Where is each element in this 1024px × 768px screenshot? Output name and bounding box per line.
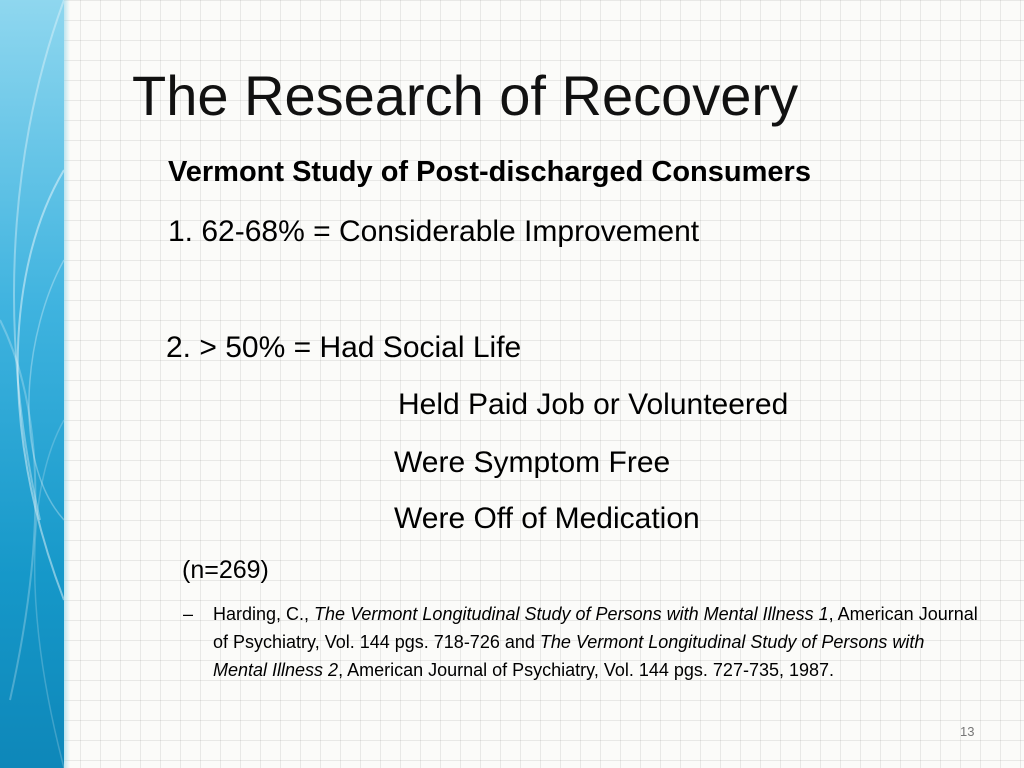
swirl-decoration — [0, 0, 64, 768]
citation-middle: , American Journal of Psychiatry, Vol. 144 pgs. 718-726 and — [213, 604, 978, 652]
slide-number: 13 — [960, 724, 975, 739]
study-subtitle: Vermont Study of Post-discharged Consumers — [168, 156, 811, 188]
citation-author: Harding, C., — [213, 604, 315, 624]
citation-title-2: The Vermont Longitudinal Study of Persons with Mental Illness 2 — [213, 632, 925, 680]
citation-dash: – — [183, 604, 194, 624]
finding-item-1: 1. 62-68% = Considerable Improvement — [168, 215, 700, 248]
citation-title-1: The Vermont Longitudinal Study of Persons with Mental Illness 1 — [314, 604, 829, 624]
slide-title: The Research of Recovery — [132, 64, 799, 127]
finding-sub-item: Held Paid Job or Volunteered — [398, 388, 789, 421]
decorative-side-band — [0, 0, 64, 768]
citation-end: , American Journal of Psychiatry, Vol. 144 pgs. 727-735, 1987. — [338, 660, 835, 680]
finding-item-2: 2. > 50% = Had Social Life — [166, 331, 522, 364]
finding-sub-item: Were Symptom Free — [394, 446, 671, 479]
finding-sub-item: Were Off of Medication — [394, 502, 700, 535]
band-edge-shadow — [64, 0, 70, 768]
citation — [213, 600, 983, 684]
sample-size: (n=269) — [182, 556, 269, 584]
